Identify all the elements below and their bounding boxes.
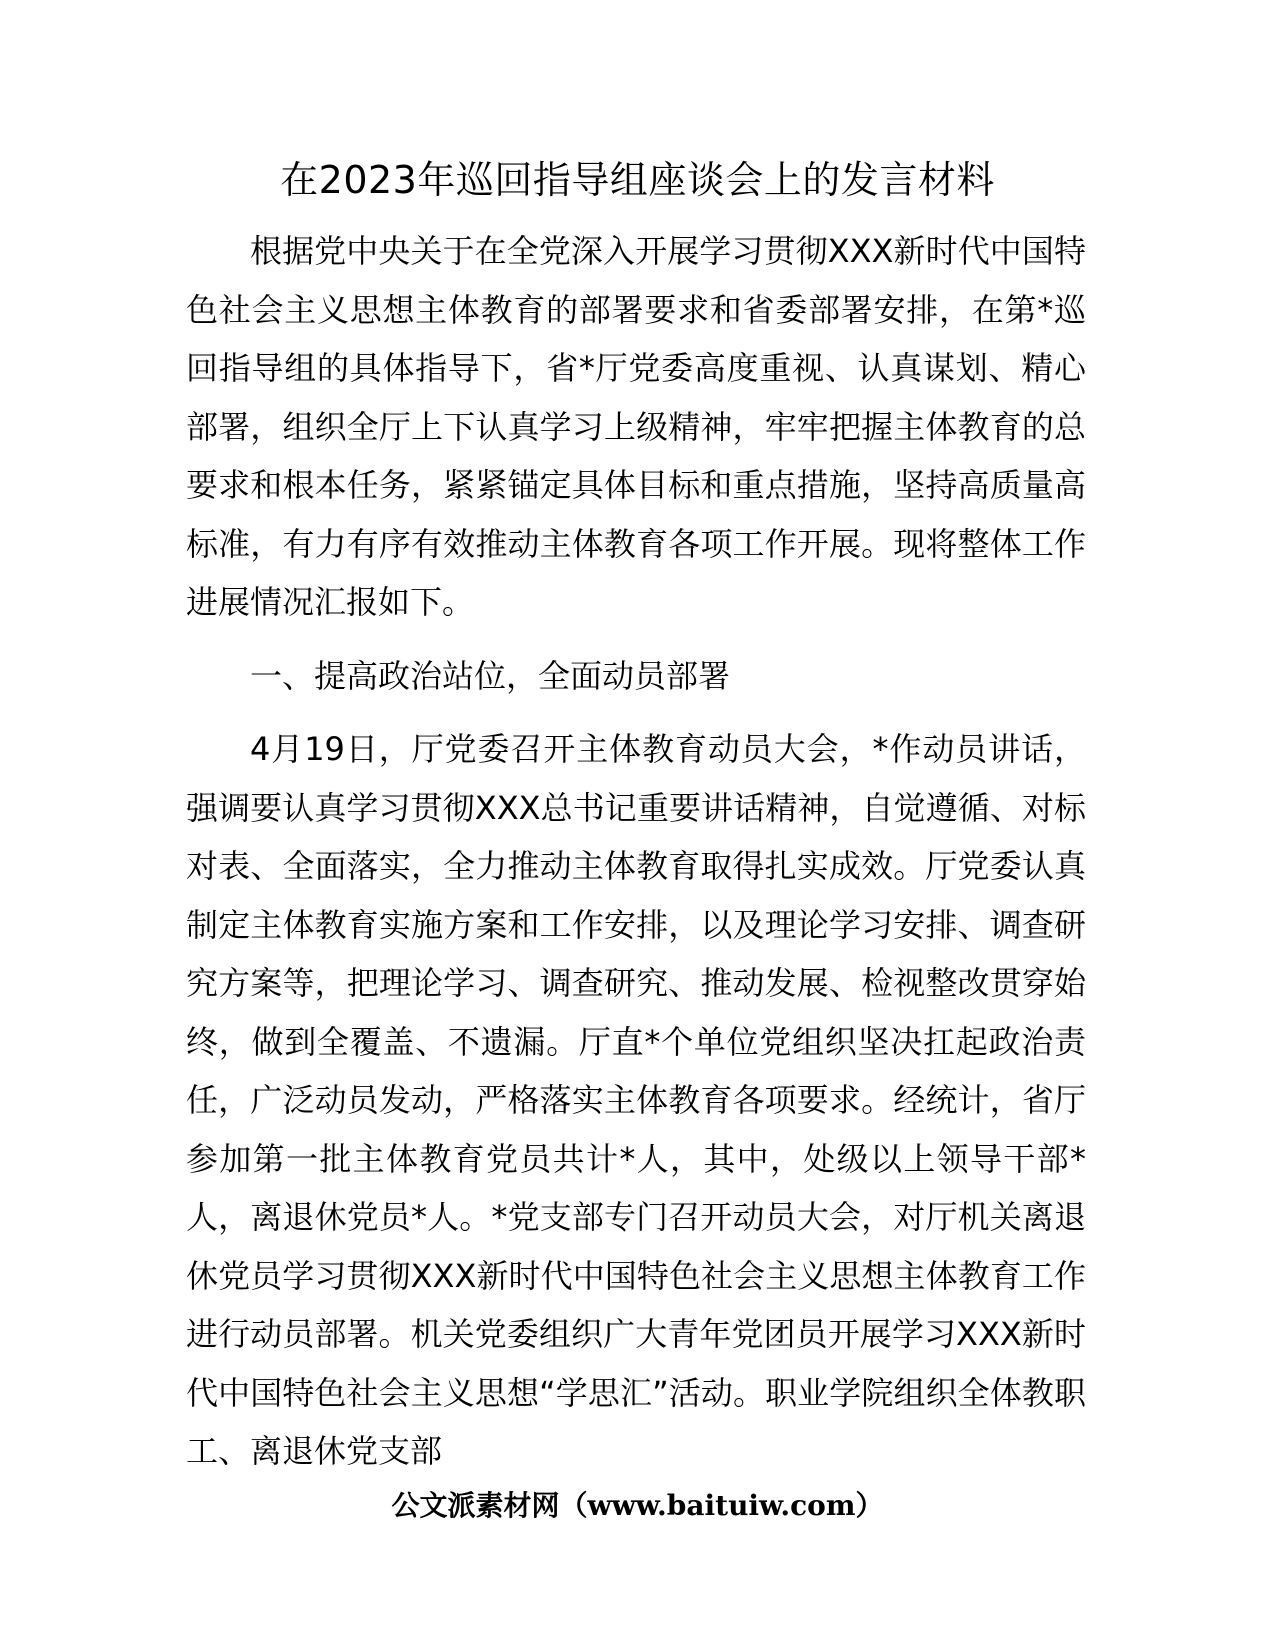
footer-watermark: 公文派素材网（www.baituiw.com） — [391, 1489, 884, 1522]
paragraph-intro: 根据党中央关于在全党深入开展学习贯彻XXX新时代中国特色社会主义思想主体教育的部署要求和省委部署安排，在第*巡回指导组的具体指导下，省*厅党委高度重视、认真谋划、精心部署，组织全厅上下认真学习上级精神，牢牢把握主体教育的总要求和根本任务，紧紧锚定具体目标和重点措施，坚持高质量高标准，有力有序有效推动主体教育各项工作开展。现将整体工作进展情况汇报如下。 — [186, 232, 1086, 621]
section-heading-1: 一、提高政治站位，全面动员部署 — [250, 656, 731, 695]
document-body — [186, 222, 1086, 1481]
paragraph-gap — [186, 705, 1086, 720]
paragraph-gap — [186, 632, 1086, 647]
paragraph-section-1: 4月19日，厅党委召开主体教育动员大会，*作动员讲话，强调要认真学习贯彻XXX总书记重要讲话精神，自觉遵循、对标对表、全面落实，全力推动主体教育取得扎实成效。厅党委认真制定主体教育实施方案和工作安排，以及理论学习安排、调查研究方案等，把理论学习、调查研究、推动发展、检视整改贯穿始终，做到全覆盖、不遗漏。厅直*个单位党组织坚决扛起政治责任，广泛动员发动，严格落实主体教育各项要求。经统计，省厅参加第一批主体教育党员共计*人，其中，处级以上领导干部*人，离退休党员*人。*党支部专门召开动员大会，对厅机关离退休党员学习贯彻XXX新时代中国特色社会主义思想主体教育工作进行动员部署。机关党委组织广大青年党团员开展学习XXX新时代中国特色社会主义思想“学思汇”活动。职业学院组织全体教职工、离退休党支部 — [186, 730, 1086, 1470]
document-title: 在2023年巡回指导组座谈会上的发言材料 — [280, 158, 995, 202]
